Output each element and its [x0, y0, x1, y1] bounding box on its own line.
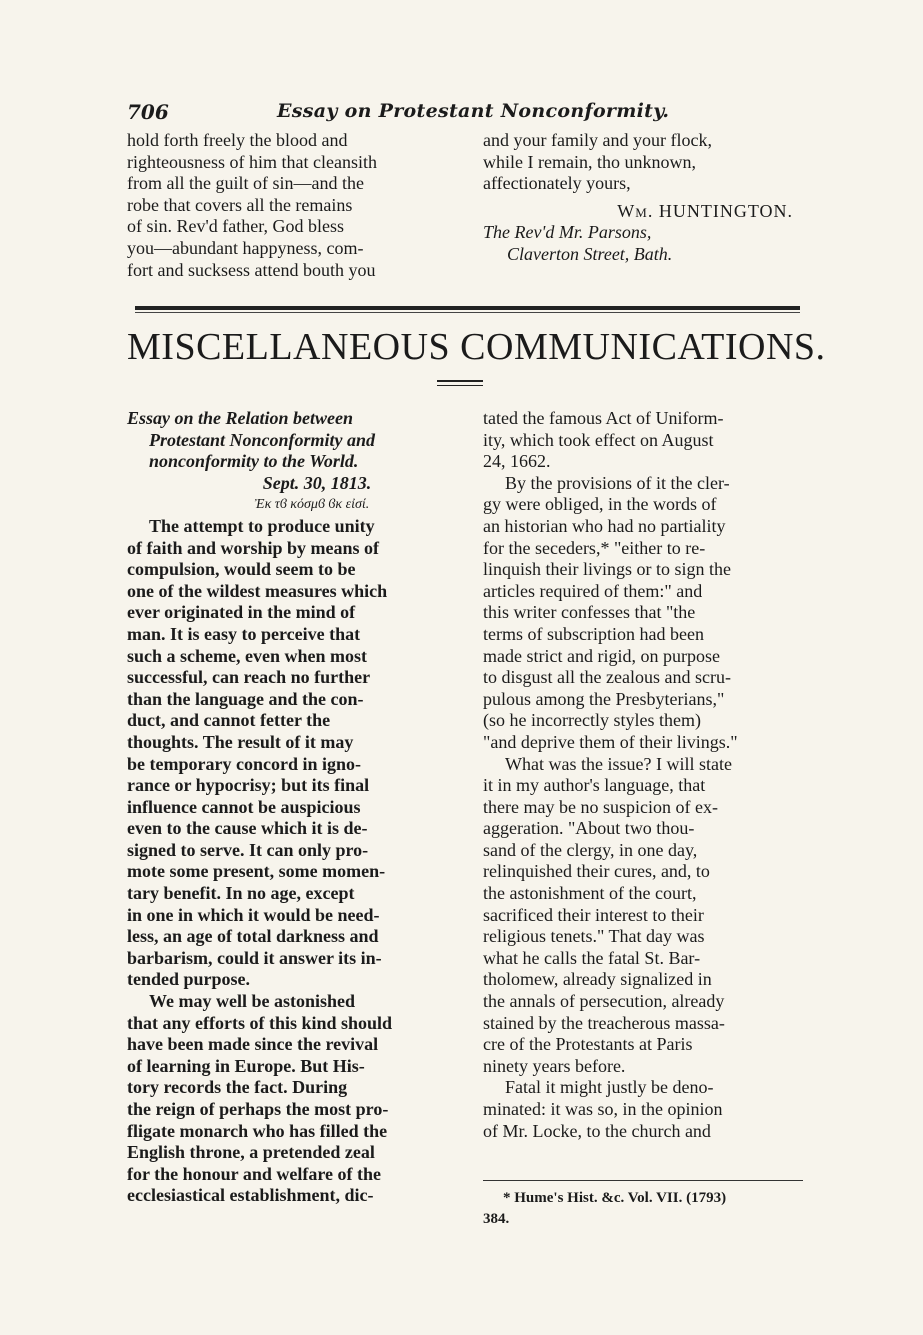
text-line: tated the famous Act of Uniform-: [483, 408, 724, 428]
footnote-line: * Hume's Hist. &c. Vol. VII. (1793): [503, 1190, 727, 1206]
text-line: one of the wildest measures which: [127, 580, 388, 601]
title-ornament-rule: [437, 385, 483, 386]
text-line: tory records the fact. During: [127, 1077, 348, 1098]
text-line: ever originated in the mind of: [127, 602, 356, 623]
text-line: there may be no suspicion of ex-: [483, 796, 718, 817]
text-line: What was the issue? I will state: [505, 753, 732, 774]
text-line: than the language and the con-: [127, 688, 364, 709]
text-line: thoughts. The result of it may: [127, 731, 354, 752]
text-line: the annals of persecution, already: [483, 991, 725, 1012]
text-line: of Mr. Locke, to the church and: [483, 1120, 711, 1141]
text-line: tended purpose.: [127, 969, 251, 990]
letter-end-right-column: [483, 130, 813, 266]
text-line: barbarism, could it answer its in-: [127, 947, 382, 968]
text-line: ecclesiastical establishment, dic-: [127, 1185, 374, 1206]
text-line: minated: it was so, in the opinion: [483, 1099, 723, 1119]
essay-date: Sept. 30, 1813.: [262, 472, 372, 493]
essay-left-column: [127, 408, 467, 1207]
page-number: 706: [127, 100, 169, 124]
text-line: terms of subscription had been: [483, 623, 704, 644]
text-line: it in my author's language, that: [483, 775, 706, 796]
text-line: sand of the clergy, in one day,: [483, 839, 698, 860]
text-line: ity, which took effect on August: [483, 429, 714, 450]
text-line: of learning in Europe. But His-: [127, 1055, 365, 1076]
text-line: ninety years before.: [483, 1055, 626, 1076]
text-line: articles required of them:" and: [483, 580, 703, 601]
text-line: less, an age of total darkness and: [127, 926, 379, 947]
text-line: an historian who had no partiality: [483, 515, 726, 536]
text-line: English throne, a pretended zeal: [127, 1142, 375, 1163]
essay-epigraph: Ἐκ τϐ κόσμϐ ϐκ εἰσί.: [254, 497, 370, 513]
text-line: We may well be astonished: [149, 991, 356, 1012]
section-title: MISCELLANEOUS COMMUNICATIONS.: [127, 326, 826, 368]
text-line: tholomew, already signalized in: [483, 969, 712, 990]
text-line: gy were obliged, in the words of: [483, 494, 717, 515]
text-line: signed to serve. It can only pro-: [127, 839, 369, 860]
text-line: Fatal it might justly be deno-: [505, 1077, 714, 1098]
text-line: have been made since the revival: [127, 1034, 379, 1055]
text-line: (so he incorrectly styles them): [483, 710, 701, 731]
letter-signature: Wm. HUNTINGTON.: [617, 200, 793, 221]
text-line: made strict and rigid, on purpose: [483, 645, 720, 666]
text-line: for the seceders,* "either to re-: [483, 537, 706, 558]
text-line: in one in which it would be need-: [127, 904, 380, 925]
letter-address-line: The Rev'd Mr. Parsons,: [483, 222, 652, 243]
text-line: robe that covers all the remains: [127, 194, 353, 215]
text-line: the astonishment of the court,: [483, 883, 697, 904]
text-line: aggeration. "About two thou-: [483, 818, 695, 839]
essay-right-column: [483, 408, 813, 1142]
text-line: successful, can reach no further: [127, 667, 371, 688]
section-divider-rule: [135, 306, 800, 310]
text-line: that any efforts of this kind should: [127, 1012, 393, 1033]
running-head: [127, 100, 807, 130]
text-line: "and deprive them of their livings.": [483, 731, 738, 752]
text-line: such a scheme, even when most: [127, 645, 367, 666]
text-line: fligate monarch who has filled the: [127, 1120, 388, 1141]
footnote: [483, 1188, 813, 1230]
text-line: what he calls the fatal St. Bar-: [483, 947, 701, 968]
text-line: affectionately yours,: [483, 173, 631, 194]
text-line: hold forth freely the blood and: [127, 130, 348, 150]
text-line: man. It is easy to perceive that: [127, 623, 361, 644]
text-line: fort and sucksess attend bouth you: [127, 259, 376, 280]
footnote-rule: [483, 1180, 803, 1181]
text-line: of faith and worship by means of: [127, 537, 380, 558]
text-line: relinquished their cures, and, to: [483, 861, 710, 882]
essay-title: Essay on the Relation between: [127, 408, 354, 428]
section-divider-rule: [135, 312, 800, 313]
text-line: stained by the treacherous massa-: [483, 1012, 725, 1033]
text-line: this writer confesses that "the: [483, 602, 696, 623]
text-line: cre of the Protestants at Paris: [483, 1034, 693, 1055]
title-ornament-rule: [437, 380, 483, 382]
text-line: to disgust all the zealous and scru-: [483, 667, 731, 688]
text-line: linquish their livings or to sign the: [483, 559, 731, 580]
text-line: righteousness of him that cleansith: [127, 151, 377, 172]
essay-title: nonconformity to the World.: [149, 451, 359, 472]
text-line: sacrificed their interest to their: [483, 904, 704, 925]
text-line: while I remain, tho unknown,: [483, 151, 696, 172]
text-line: religious tenets." That day was: [483, 926, 705, 947]
text-line: tary benefit. In no age, except: [127, 883, 355, 904]
text-line: mote some present, some momen-: [127, 861, 386, 882]
letter-address-line: Claverton Street, Bath.: [507, 243, 673, 264]
text-line: and your family and your flock,: [483, 130, 712, 150]
essay-title: Protestant Nonconformity and: [149, 429, 376, 450]
text-line: compulsion, would seem to be: [127, 559, 356, 580]
text-line: even to the cause which it is de-: [127, 818, 368, 839]
text-line: duct, and cannot fetter the: [127, 710, 331, 731]
text-line: from all the guilt of sin—and the: [127, 173, 364, 194]
text-line: rance or hypocrisy; but its final: [127, 775, 370, 796]
running-title: Essay on Protestant Nonconformity.: [277, 100, 670, 122]
text-line: By the provisions of it the cler-: [505, 472, 730, 493]
text-line: of sin. Rev'd father, God bless: [127, 216, 344, 237]
text-line: be temporary concord in igno-: [127, 753, 361, 774]
footnote-line: 384.: [483, 1211, 510, 1227]
text-line: the reign of perhaps the most pro-: [127, 1099, 389, 1119]
text-line: The attempt to produce unity: [149, 515, 375, 536]
text-line: you—abundant happyness, com-: [127, 237, 364, 258]
text-line: 24, 1662.: [483, 451, 551, 472]
text-line: influence cannot be auspicious: [127, 796, 361, 817]
text-line: for the honour and welfare of the: [127, 1163, 381, 1184]
text-line: pulous among the Presbyterians,": [483, 688, 725, 709]
letter-end-left-column: [127, 130, 467, 281]
